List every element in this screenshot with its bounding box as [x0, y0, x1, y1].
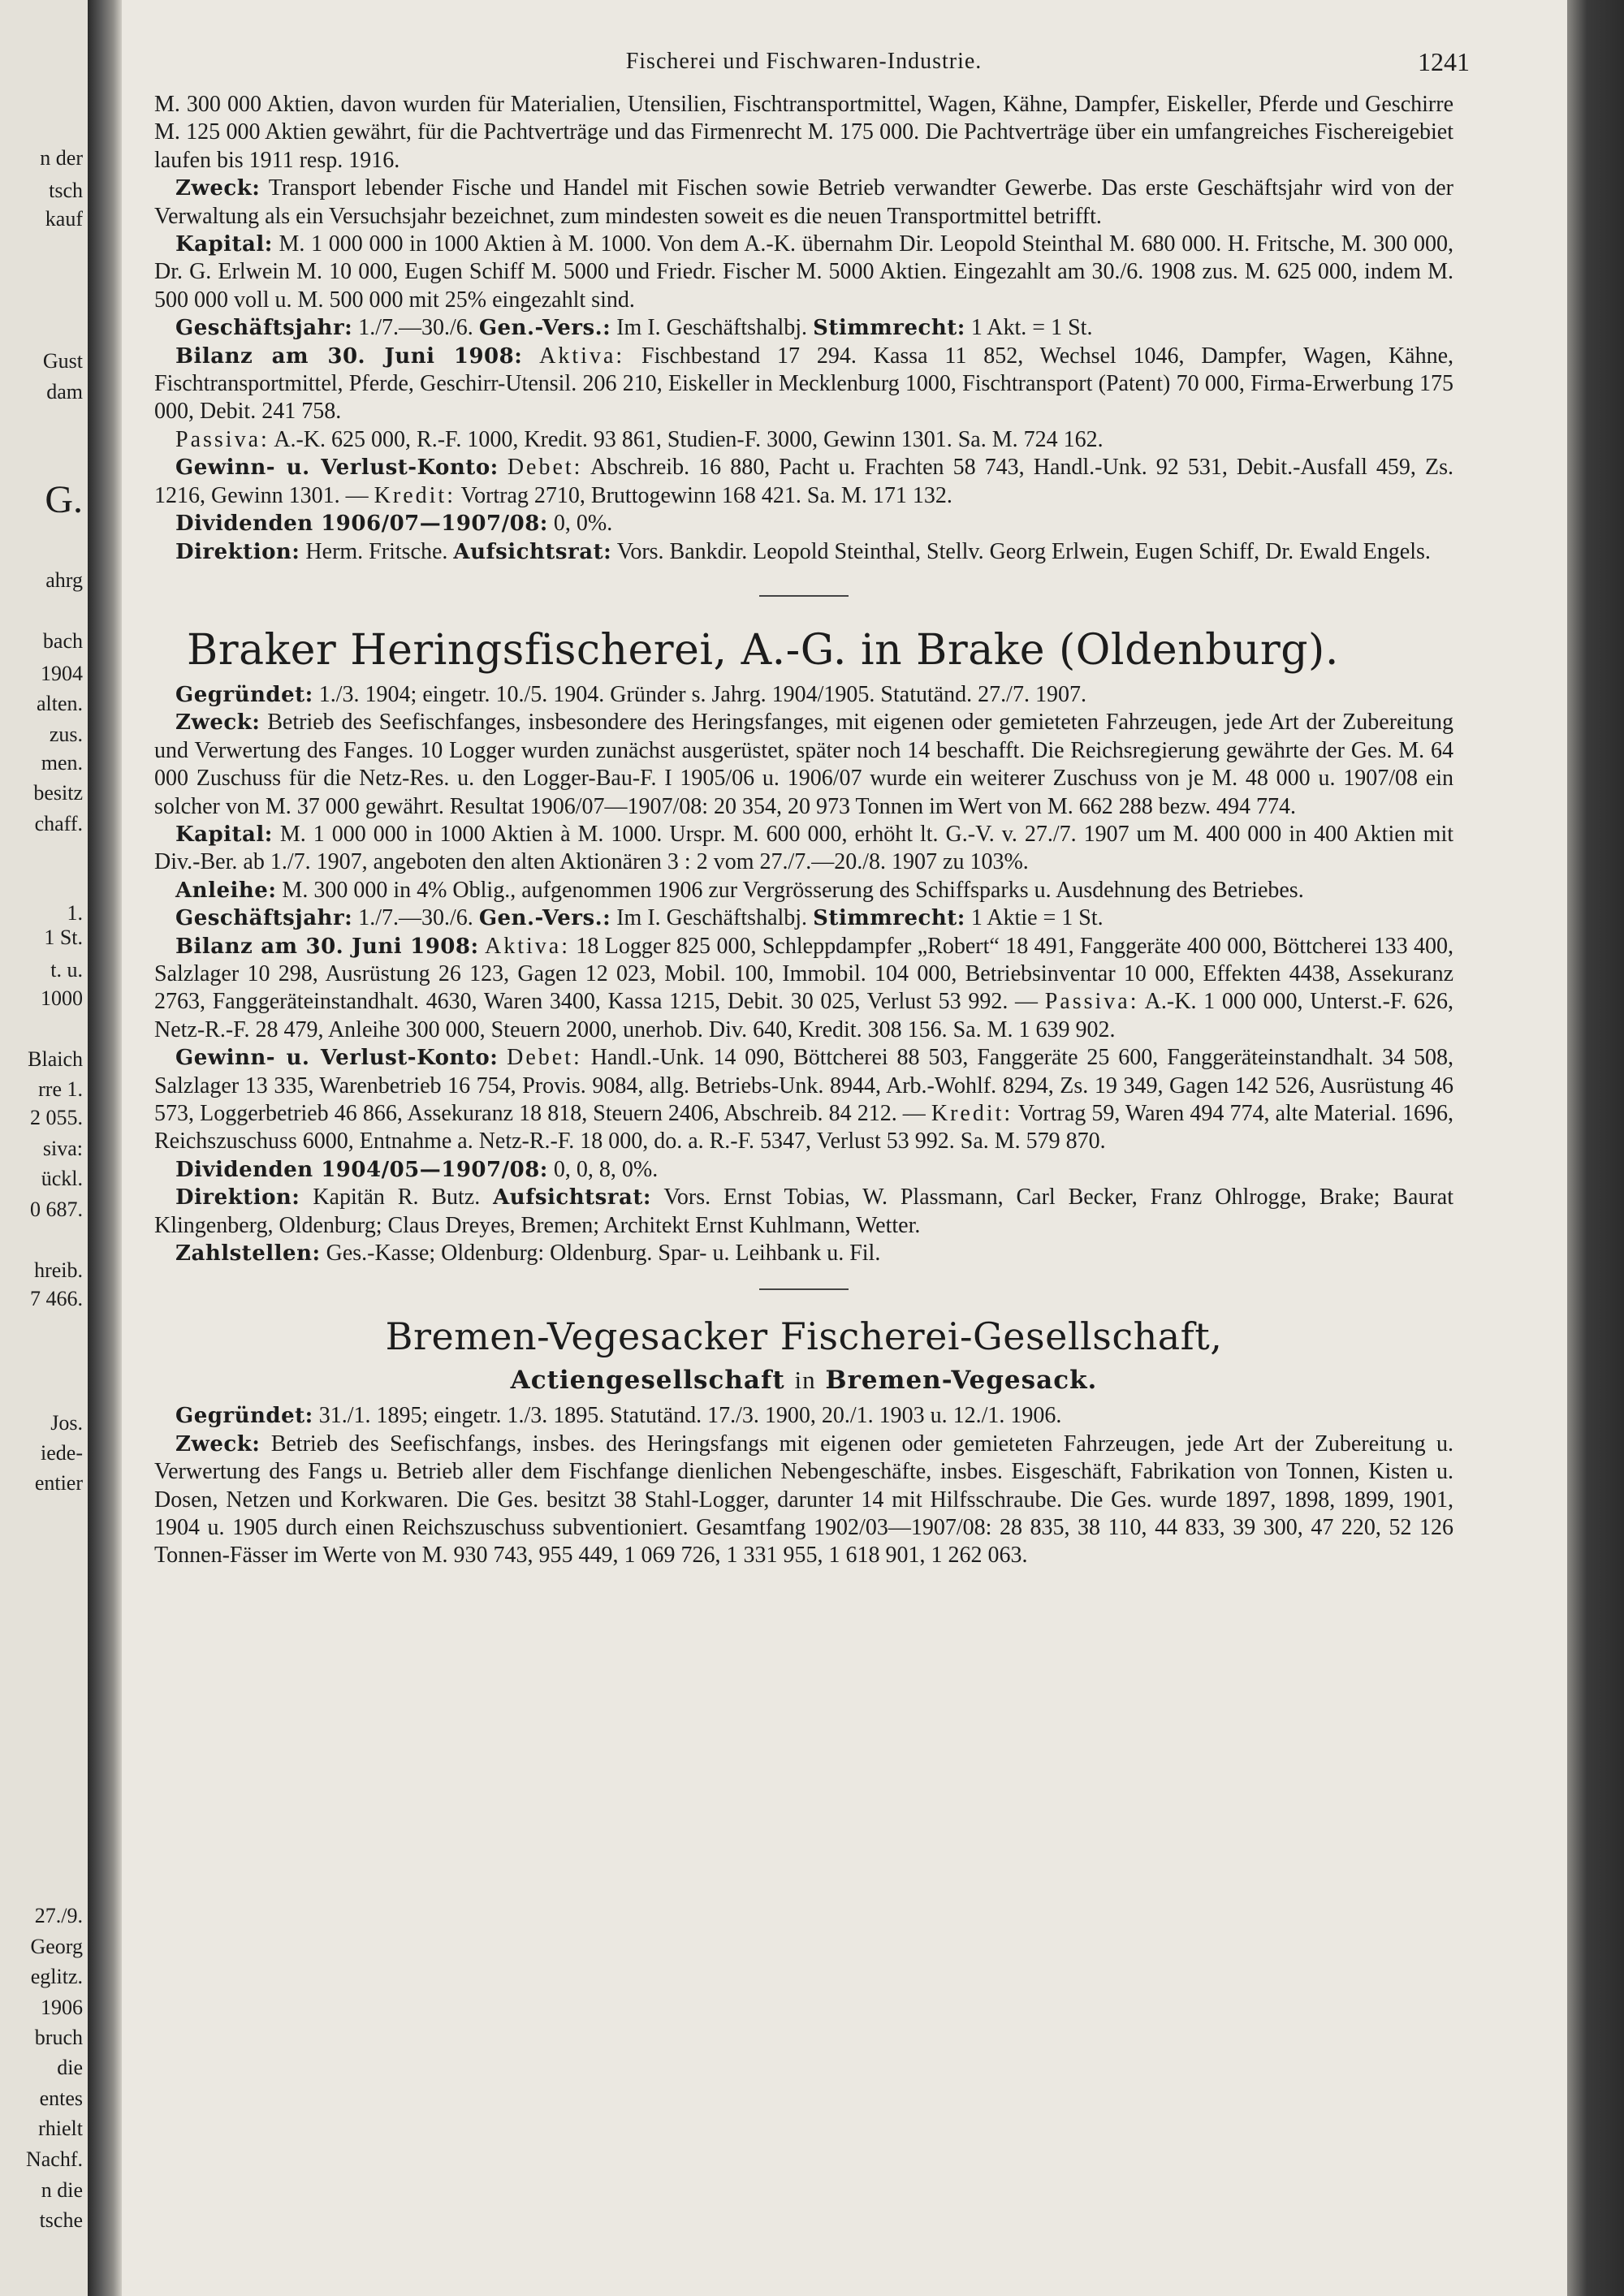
- previous-page-strip: [0, 0, 88, 2296]
- section-divider: [759, 1288, 849, 1290]
- gegruendet-paragraph: [154, 681, 1453, 709]
- subtitle-in: in: [794, 1366, 816, 1395]
- margin-fragment: 27./9.: [34, 1904, 83, 1927]
- dividenden-label: Dividenden 1904/05—1907/08:: [175, 1157, 548, 1182]
- page-content: [154, 47, 1470, 1570]
- margin-fragment: die: [57, 2056, 83, 2079]
- debet-word: Debet:: [507, 455, 583, 481]
- dividenden-paragraph: [154, 510, 1453, 537]
- guv-paragraph: [154, 1044, 1453, 1156]
- zweck-text: Betrieb des Seefischfanges, insbesondere des Heringsfanges, mit eigenen oder gemieteten Fahrzeugen, jede Art der Zubereitung und Verwertung des Fanges. 10 Logger wurden zunächst ausgerüstet, später noch 14 beschafft. Die Reichsregierung gewährte der Ges. M. 64 000 Zuschuss für die Netz-Res. u. den Logger-Bau-F. I 1905/06 u. 1906/07 wurde ein weiterer Zuschuss von je M. 48 000 u. 1907/08 ein solcher von M. 37 000 gewährt. Resultat 1906/07—1907/08: 20 354, 20 973 Tonnen im Wert von M. 662 288 bezw. 494 774.: [154, 710, 1454, 819]
- kredit-text: Vortrag 2710, Bruttogewinn 168 421. Sa. M. 171 132.: [460, 482, 952, 508]
- bilanz-paragraph: [154, 343, 1453, 426]
- aktiva-word: Aktiva:: [485, 933, 570, 959]
- entry-continuation: [154, 91, 1453, 566]
- margin-fragment: hreib.: [34, 1258, 83, 1282]
- gen-vers-label: Gen.-Vers.:: [478, 906, 611, 931]
- margin-fragment: besitz: [33, 781, 83, 805]
- guv-label: Gewinn- u. Verlust-Konto:: [175, 1046, 499, 1071]
- kredit-word: Kredit:: [931, 1101, 1013, 1126]
- kapital-paragraph: [154, 231, 1453, 314]
- margin-fragment: alten.: [36, 692, 83, 715]
- company-subtitle: [154, 1365, 1453, 1396]
- dividenden-label: Dividenden 1906/07—1907/08:: [175, 511, 548, 537]
- subtitle-location: Bremen-Vegesack.: [825, 1366, 1098, 1396]
- kapital-text: M. 1 000 000 in 1000 Aktien à M. 1000. Urspr. M. 600 000, erhöht lt. G.-V. v. 27./7. 1907 um M. 400 000 in 400 Aktien mit Div.-Ber. ab 1./7. 1907, angeboten den alten Aktionären 3 : 2 vom 27./7.—20./8. 1907 zu 103%.: [154, 821, 1453, 875]
- gegruendet-text: 31./1. 1895; eingetr. 1./3. 1895. Statutänd. 17./3. 1900, 20./1. 1903 u. 12./1. 1906.: [318, 1403, 1062, 1429]
- zahlstellen-text: Ges.-Kasse; Oldenburg: Oldenburg. Spar- u. Leihbank u. Fil.: [326, 1241, 881, 1267]
- geschaeftsjahr-label: Geschäftsjahr:: [175, 906, 353, 931]
- kapital-paragraph: [154, 821, 1453, 877]
- margin-fragment: kauf: [45, 207, 83, 231]
- running-header: [154, 47, 1470, 91]
- margin-fragment: Jos.: [50, 1411, 83, 1435]
- margin-fragment: n die: [41, 2178, 83, 2202]
- stimmrecht-text: 1 Akt. = 1 St.: [970, 315, 1093, 341]
- margin-fragment: ückl.: [41, 1167, 83, 1190]
- entry-bremen-vegesacker: [154, 1314, 1453, 1569]
- margin-fragment: 1904: [41, 662, 83, 685]
- aktiva-text: Fischbestand 17 294. Kassa 11 852, Wechsel 1046, Dampfer, Wagen, Kähne, Fischtransportmittel, Pferde, Geschirr-Utensil. 206 210, Eiskeller in Mecklenburg 1000, Fischtransport (Patent) 70 000, Firma-Erwerbung 175 000, Debit. 241 758.: [154, 343, 1454, 425]
- company-title: Bremen-Vegesacker Fischerei-Gesellschaft,: [385, 1314, 1223, 1359]
- margin-fragment: 1.: [67, 901, 83, 925]
- margin-fragment: bach: [42, 629, 83, 653]
- bilanz-label: Bilanz am 30. Juni 1908:: [175, 934, 479, 959]
- margin-fragment: iede-: [41, 1441, 83, 1465]
- margin-fragment: G.: [45, 479, 83, 521]
- margin-fragment: chaff.: [34, 812, 83, 835]
- guv-paragraph: [154, 454, 1453, 510]
- dividenden-text: 0, 0%.: [553, 511, 613, 537]
- aufsichtsrat-text: Vors. Ernst Tobias, W. Plassmann, Carl Becker, Franz Ohlrogge, Brake; Baurat Klingenberg, Oldenburg; Claus Dreyes, Bremen; Architekt Ernst Kuhlmann, Wetter.: [154, 1185, 1453, 1238]
- debet-text: Abschreib. 16 880, Pacht u. Frachten 58 743, Handl.-Unk. 92 531, Debit.-Ausfall 459, Zs. 1216, Gewinn 1301. —: [154, 455, 1453, 508]
- direktion-label: Direktion:: [175, 539, 300, 564]
- bilanz-paragraph: [154, 933, 1453, 1045]
- entry-braker-heringsfischerei: [154, 626, 1453, 1268]
- page-edge-shadow: [1567, 0, 1624, 2296]
- margin-fragment: 0 687.: [30, 1198, 83, 1221]
- margin-fragment: t. u.: [50, 958, 83, 982]
- direktion-label: Direktion:: [175, 1185, 300, 1211]
- section-divider: [759, 595, 849, 597]
- direktion-text: Kapitän R. Butz.: [313, 1185, 481, 1211]
- zweck-label: Zweck:: [175, 1431, 261, 1457]
- direktion-paragraph: [154, 1184, 1453, 1240]
- margin-fragment: 1000: [41, 986, 83, 1010]
- margin-fragment: entes: [39, 2087, 83, 2110]
- margin-fragment: 1906: [41, 1996, 83, 2019]
- geschaeftsjahr-paragraph: [154, 904, 1453, 932]
- passiva-paragraph: [154, 426, 1453, 454]
- bilanz-label: Bilanz am 30. Juni 1908:: [175, 343, 523, 369]
- margin-fragment: rre 1.: [38, 1077, 83, 1101]
- margin-fragment: 7 466.: [30, 1287, 83, 1310]
- margin-fragment: 2 055.: [30, 1106, 83, 1129]
- passiva-word: Passiva:: [1044, 989, 1139, 1015]
- margin-fragment: tsch: [49, 179, 83, 202]
- margin-fragment: 1 St.: [44, 926, 83, 949]
- page-number: 1241: [1418, 47, 1470, 76]
- kapital-label: Kapital:: [175, 822, 273, 847]
- anleihe-text: M. 300 000 in 4% Oblig., aufgenommen 1906 zur Vergrösserung des Schiffsparks u. Ausdehnung des Betriebes.: [282, 877, 1304, 903]
- gen-vers-label: Gen.-Vers.:: [478, 316, 611, 341]
- passiva-word: Passiva:: [175, 426, 270, 452]
- aktiva-word: Aktiva:: [539, 343, 625, 369]
- subtitle-legal-form: Actiengesellschaft: [510, 1366, 785, 1396]
- margin-fragment: Blaich: [28, 1047, 83, 1071]
- gen-vers-text: Im I. Geschäftshalbj.: [616, 905, 808, 931]
- anleihe-paragraph: [154, 877, 1453, 904]
- aufsichtsrat-label: Aufsichtsrat:: [493, 1185, 651, 1211]
- zweck-paragraph: [154, 1431, 1453, 1570]
- debet-word: Debet:: [507, 1045, 582, 1071]
- zweck-paragraph: [154, 175, 1453, 231]
- margin-fragment: n der: [40, 146, 83, 170]
- gegruendet-text: 1./3. 1904; eingetr. 10./5. 1904. Gründer s. Jahrg. 1904/1905. Statutänd. 27./7. 1907.: [318, 681, 1086, 707]
- margin-fragment: siva:: [42, 1137, 83, 1160]
- margin-fragment: zus.: [49, 723, 83, 746]
- stimmrecht-text: 1 Aktie = 1 St.: [970, 905, 1104, 931]
- gen-vers-text: Im I. Geschäftshalbj.: [616, 315, 808, 341]
- gegruendet-paragraph: [154, 1402, 1453, 1430]
- zweck-paragraph: [154, 709, 1453, 821]
- zweck-label: Zweck:: [175, 710, 261, 736]
- stimmrecht-label: Stimmrecht:: [813, 316, 965, 341]
- margin-fragment: tsche: [39, 2208, 83, 2232]
- zahlstellen-label: Zahlstellen:: [175, 1241, 321, 1267]
- geschaeftsjahr-label: Geschäftsjahr:: [175, 316, 353, 341]
- gegruendet-label: Gegründet:: [175, 1404, 313, 1429]
- margin-fragment: rhielt: [38, 2117, 83, 2140]
- aufsichtsrat-text: Vors. Bankdir. Leopold Steinthal, Stellv. Georg Erlwein, Eugen Schiff, Dr. Ewald Engels.: [616, 538, 1431, 564]
- capital-allocation-paragraph: M. 300 000 Aktien, davon wurden für Materialien, Utensilien, Fischtransportmittel, Wagen, Kähne, Dampfer, Eiskeller, Pferde und Geschirre M. 125 000 Aktien gewährt, für die Pachtverträge und das Firmenrecht M. 175 000. Die Pachtverträge über ein umfangreiches Fischereigebiet laufen bis 1911 resp. 1916.: [154, 92, 1453, 173]
- zahlstellen-paragraph: [154, 1240, 1453, 1267]
- margin-fragment: bruch: [34, 2026, 83, 2049]
- margin-fragment: men.: [41, 751, 83, 775]
- guv-label: Gewinn- u. Verlust-Konto:: [175, 455, 499, 481]
- dividenden-text: 0, 0, 8, 0%.: [553, 1156, 659, 1182]
- aktiva-text: 18 Logger 825 000, Schleppdampfer „Robert“ 18 491, Fanggeräte 400 000, Böttcherei 133 400, Salzlager 10 298, Ausrüstung 26 123, Gagen 12 023, Mobil. 100, Immobil. 104 000, Betriebsinventar 10 000, Effekten 4438, Assekuranz 2763, Fanggeräteinstandhalt. 4630, Waren 3400, Kassa 1215, Debit. 30 025, Verlust 53 992. —: [154, 933, 1454, 1015]
- anleihe-label: Anleihe:: [175, 878, 277, 903]
- kapital-text: M. 1 000 000 in 1000 Aktien à M. 1000. Von dem A.-K. übernahm Dir. Leopold Steinthal M. 680 000. H. Fritsche, M. 300 000, Dr. G. Erlwein M. 10 000, Eugen Schiff M. 5000 und Friedr. Fischer M. 5000 Aktien. Eingezahlt am 30./6. 1908 zus. M. 625 000, indem M. 500 000 voll u. M. 500 000 mit 25% eingezahlt sind.: [154, 231, 1453, 313]
- margin-fragment: Georg: [30, 1935, 83, 1958]
- direktion-text: Herm. Fritsche.: [305, 538, 448, 564]
- margin-fragment: dam: [46, 380, 83, 404]
- zweck-label: Zweck:: [175, 176, 261, 201]
- geschaeftsjahr-text: 1./7.—30./6.: [358, 905, 473, 931]
- zweck-text: Betrieb des Seefischfangs, insbes. des Heringsfangs mit eigenen oder gemieteten Fahrzeugen, jede Art der Zubereitung u. Verwertung des Fangs u. Betrieb aller dem Fischfange dienlichen Nebengeschäfte, insbes. Eisgeschäft, Fabrikation von Tonnen, Kisten u. Dosen, Netzen und Korkwaren. Die Ges. besitzt 38 Stahl-Logger, darunter 14 mit Hilfsschraube. Die Ges. wurde 1897, 1898, 1899, 1901, 1904 u. 1905 durch einen Reichszuschuss subventioniert. Gesamtfang 1902/03—1907/08: 28 835, 38 110, 44 833, 39 300, 47 220, 52 126 Tonnen-Fässer im Werte von M. 930 743, 955 449, 1 069 726, 1 331 955, 1 618 901, 1 262 063.: [154, 1431, 1453, 1569]
- margin-fragment: Gust: [42, 349, 83, 373]
- kredit-word: Kredit:: [374, 482, 456, 508]
- kapital-label: Kapital:: [175, 232, 273, 257]
- direktion-paragraph: [154, 538, 1453, 566]
- stimmrecht-label: Stimmrecht:: [813, 906, 965, 931]
- aufsichtsrat-label: Aufsichtsrat:: [453, 539, 612, 564]
- passiva-text: A.-K. 1 000 000, Unterst.-F. 626, Netz-R.-F. 28 479, Anleihe 300 000, Steuern 2000, unerhob. Div. 640, Kredit. 308 156. Sa. M. 1 639 902.: [154, 989, 1453, 1042]
- gegruendet-label: Gegründet:: [175, 682, 313, 707]
- header-title: Fischerei und Fischwaren-Industrie.: [625, 49, 983, 74]
- zweck-text: Transport lebender Fische und Handel mit Fischen sowie Betrieb verwandter Gewerbe. Das erste Geschäftsjahr wird von der Verwaltung als ein Versuchsjahr bezeichnet, zum mindesten soweit es die neuen Transportmittel betrifft.: [154, 175, 1453, 229]
- margin-fragment: eglitz.: [30, 1965, 83, 1988]
- book-gutter: [88, 0, 122, 2296]
- kredit-text: Vortrag 59, Waren 494 774, alte Material. 1696, Reichszuschuss 6000, Entnahme a. Netz-R.-F. 18 000, do. a. R.-F. 5347, Verlust 53 992. Sa. M. 579 870.: [154, 1101, 1453, 1154]
- margin-fragment: entier: [34, 1471, 83, 1495]
- passiva-text: A.-K. 625 000, R.-F. 1000, Kredit. 93 861, Studien-F. 3000, Gewinn 1301. Sa. M. 724 162.: [274, 426, 1104, 452]
- margin-fragment: ahrg: [45, 568, 83, 592]
- company-title: Braker Heringsfischerei, A.-G. in Brake (Oldenburg).: [187, 625, 1339, 675]
- margin-fragment: Nachf.: [25, 2147, 83, 2171]
- debet-text: Handl.-Unk. 14 090, Böttcherei 88 503, Fanggeräte 25 600, Fanggeräteinstandhalt. 34 508, Salzlager 13 335, Warenbetrieb 16 754, Provis. 9084, allg. Betriebs-Unk. 8944, Arb.-Wohlf. 8294, Zs. 19 349, Gagen 142 526, Ausrüstung 46 573, Loggerbetrieb 46 866, Assekuranz 18 818, Steuern 2406, Abschreib. 84 212. —: [154, 1045, 1454, 1126]
- geschaeftsjahr-paragraph: [154, 314, 1453, 342]
- geschaeftsjahr-text: 1./7.—30./6.: [358, 315, 473, 341]
- dividenden-paragraph: [154, 1156, 1453, 1184]
